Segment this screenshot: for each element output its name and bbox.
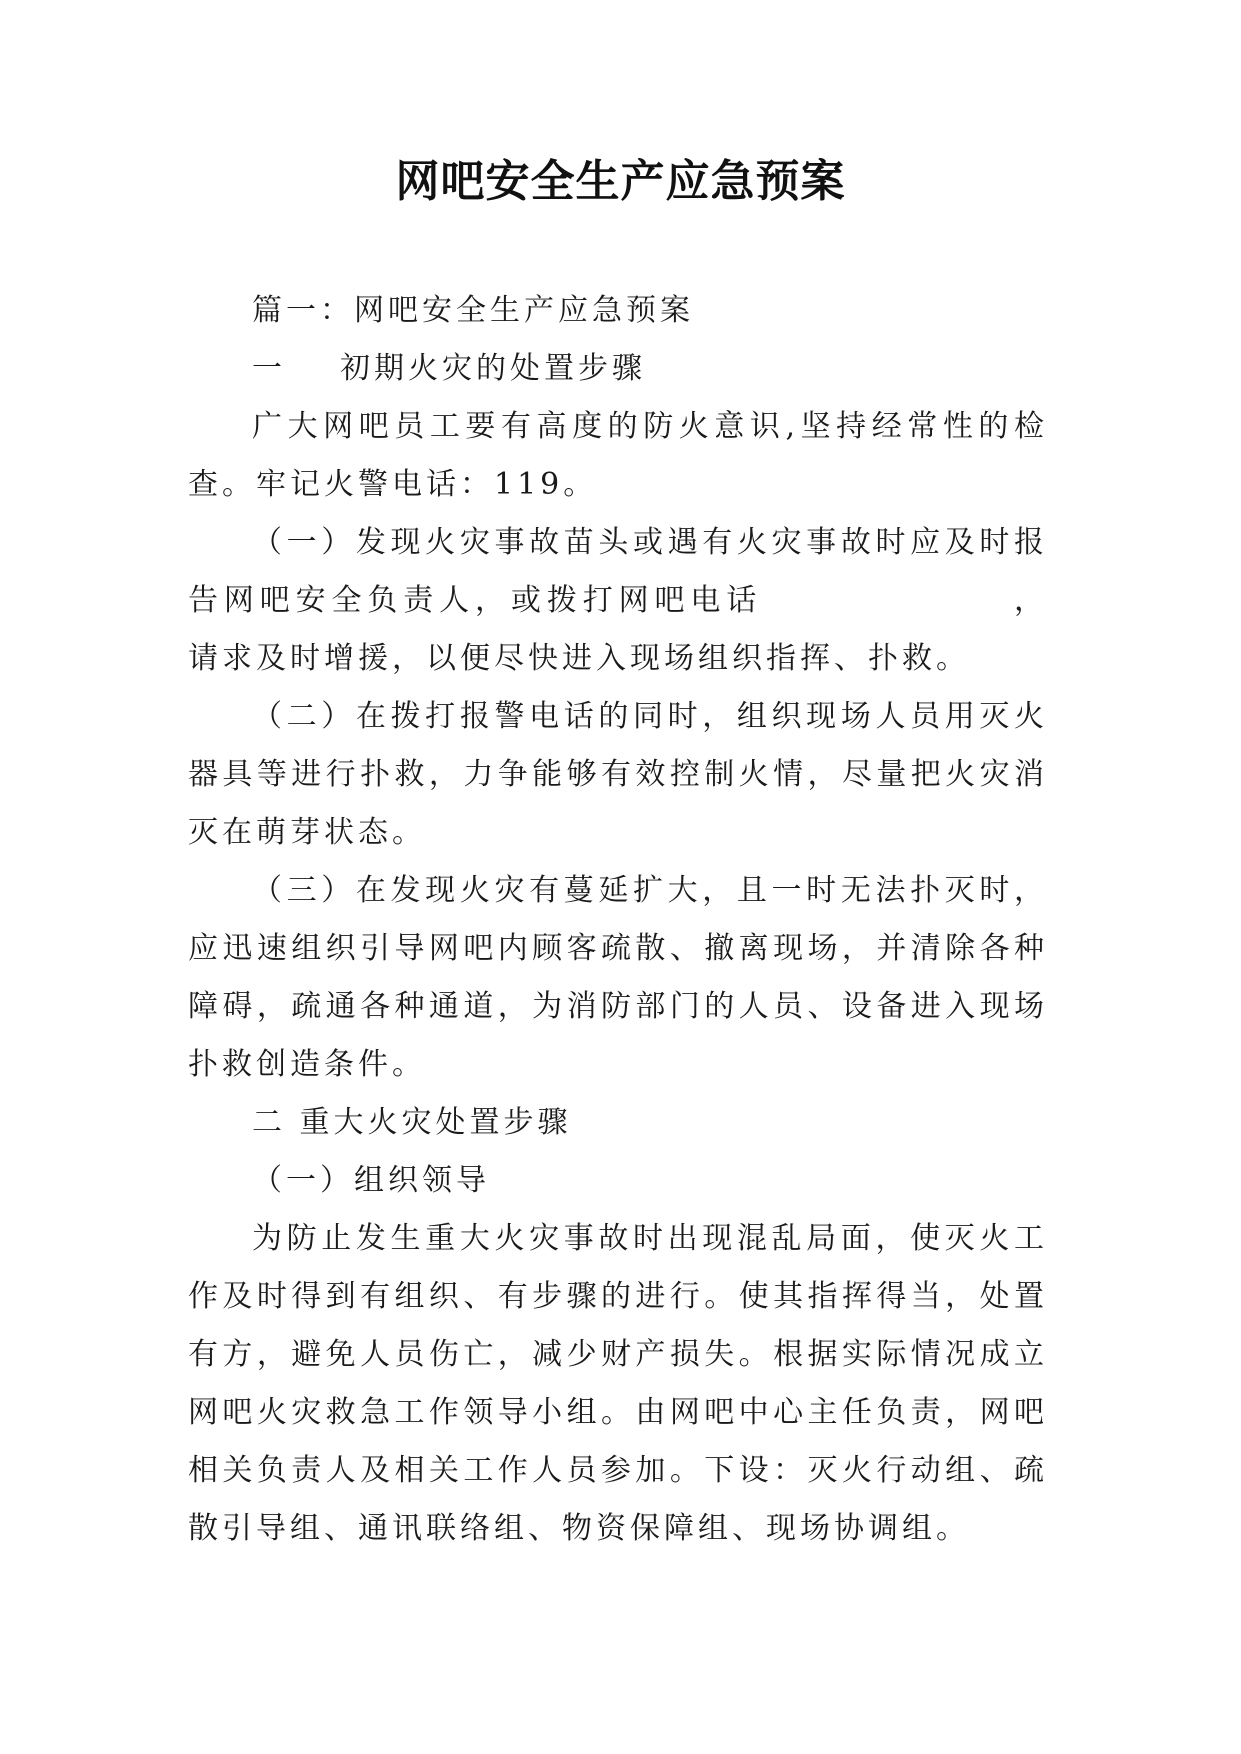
section-1-title: 初期火灾的处置步骤 [340,351,646,386]
paragraph-evacuate: （三）在发现火灾有蔓延扩大，且一时无法扑灭时，应迅速组织引导网吧内顾客疏散、撤离现场，并清除各种障碍，疏通各种通道，为消防部门的人员、设备进入现场扑救创造条件。 [188,873,1048,1082]
paragraph-report-fire-part2: ，请求及时增援，以便尽快进入现场组织指挥、扑救。 [188,583,1049,676]
section-2-heading: 二 重大火灾处置步骤 [252,1105,572,1140]
document-title: 网吧安全生产应急预案 [395,156,846,207]
section-1-number: 一 [252,351,286,386]
section-2-subheading: （一）组织领导 [252,1163,490,1198]
chapter-heading: 篇一：网吧安全生产应急预案 [252,293,694,328]
paragraph-extinguish: （二）在拨打报警电话的同时，组织现场人员用灭火器具等进行扑救，力争能够有效控制火情，尽量把火灾消灭在萌芽状态。 [188,699,1048,850]
paragraph-organization: 为防止发生重大火灾事故时出现混乱局面，使灭火工作及时得到有组织、有步骤的进行。使其指挥得当，处置有方，避免人员伤亡，减少财产损失。根据实际情况成立网吧火灾救急工作领导小组。由网吧中心主任负责，网吧相关负责人及相关工作人员参加。下设：灭火行动组、疏散引导组、通讯联络组、物资保障组、现场协调组。 [188,1221,1048,1546]
section-1-heading [188,340,1048,398]
paragraph-report-fire-part1: （一）发现火灾事故苗头或遇有火灾事故时应及时报告网吧安全负责人，或拨打网吧电话 [188,525,1048,618]
paragraph-report-fire [188,514,1048,688]
paragraph-fire-awareness: 广大网吧员工要有高度的防火意识,坚持经常性的检查。牢记火警电话：119。 [188,409,1048,502]
document-body [188,282,1048,1558]
